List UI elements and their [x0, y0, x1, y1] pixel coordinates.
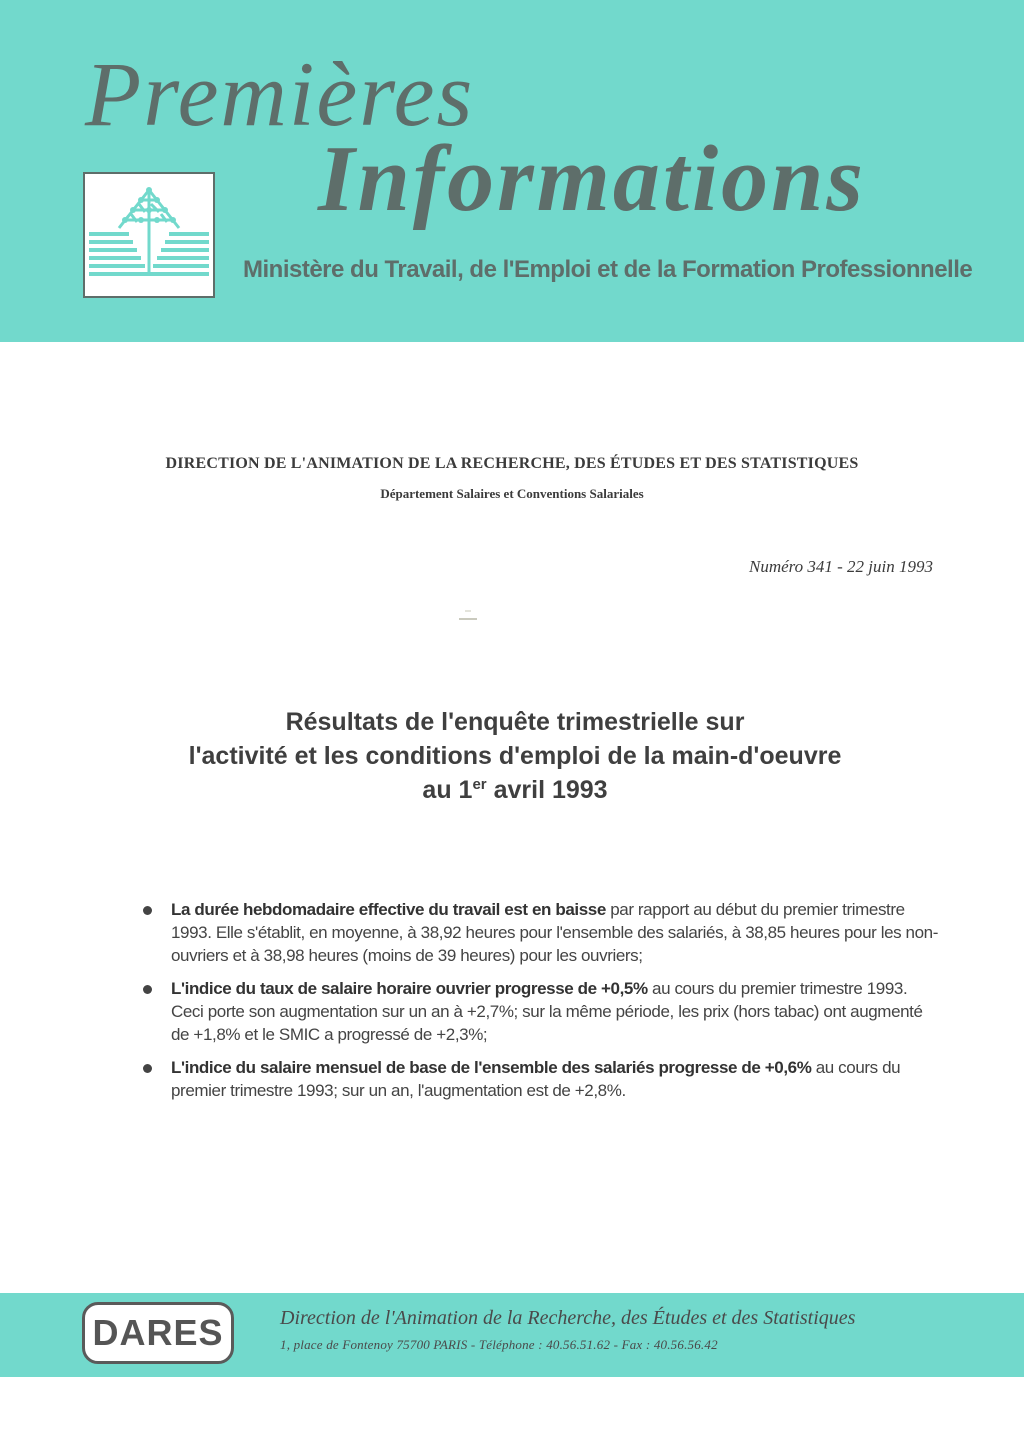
- tree-network-logo-icon: [83, 172, 215, 298]
- bullet-dot-icon: [143, 1064, 152, 1073]
- list-item-bold: L'indice du salaire mensuel de base de l'ensemble des salariés progresse de +0,6%: [171, 1058, 812, 1077]
- main-title-line2: l'activité et les conditions d'emploi de la main-d'oeuvre: [188, 742, 842, 770]
- main-title-line3-sup: er: [472, 776, 487, 793]
- issue-number-date: Numéro 341 - 22 juin 1993: [748, 557, 933, 576]
- direction-heading: DIRECTION DE L'ANIMATION DE LA RECHERCHE, DES ÉTUDES ET DES STATISTIQUES: [165, 455, 859, 472]
- dares-badge: DARES: [82, 1302, 234, 1364]
- main-title-line3-pre: au 1: [422, 776, 473, 804]
- bullet-dot-icon: [143, 906, 152, 915]
- list-item-bold: L'indice du taux de salaire horaire ouvrier progresse de +0,5%: [171, 979, 648, 998]
- main-title-line1: Résultats de l'enquête trimestrielle sur: [285, 708, 745, 736]
- footer-title: Direction de l'Animation de la Recherche, des Études et des Statistiques: [280, 1307, 856, 1329]
- list-item-text: par rapport au début du premier trimestre 1993. Elle s'établit, en moyenne, à 38,92 heures pour l'ensemble des salariés, à 38,85 heures pour les non-ouvriers et à 38,98 heures (moins de 39 heures) pour les ouvriers;: [171, 900, 938, 965]
- bullet-dot-icon: [143, 985, 152, 994]
- list-item-bold: La durée hebdomadaire effective du travail est en baisse: [171, 900, 606, 919]
- publication-title-line1: Premières: [85, 43, 475, 145]
- publication-title-line2: Informations: [318, 127, 866, 231]
- list-item: [143, 898, 938, 967]
- main-title-line3-post: avril 1993: [486, 776, 608, 804]
- scan-mark-icon: [457, 603, 479, 623]
- list-item-text: au cours du premier trimestre 1993; sur un an, l'augmentation est de +2,8%.: [171, 1058, 901, 1100]
- key-findings-list: [143, 898, 938, 1112]
- list-item: [143, 1056, 938, 1102]
- list-item-text: au cours du premier trimestre 1993. Ceci porte son augmentation sur un an à +2,7%; sur la même période, les prix (hors tabac) ont augmenté de +1,8% et le SMIC a progressé de +2,3%;: [171, 979, 923, 1044]
- ministry-name: Ministère du Travail, de l'Emploi et de la Formation Professionnelle: [243, 256, 973, 283]
- list-item: [143, 977, 938, 1046]
- main-title: [100, 705, 930, 807]
- main-title-line3: [100, 773, 930, 807]
- department-subheading: Département Salaires et Conventions Salariales: [380, 486, 644, 501]
- footer-address: 1, place de Fontenoy 75700 PARIS - Téléphone : 40.56.51.62 - Fax : 40.56.56.42: [280, 1337, 718, 1352]
